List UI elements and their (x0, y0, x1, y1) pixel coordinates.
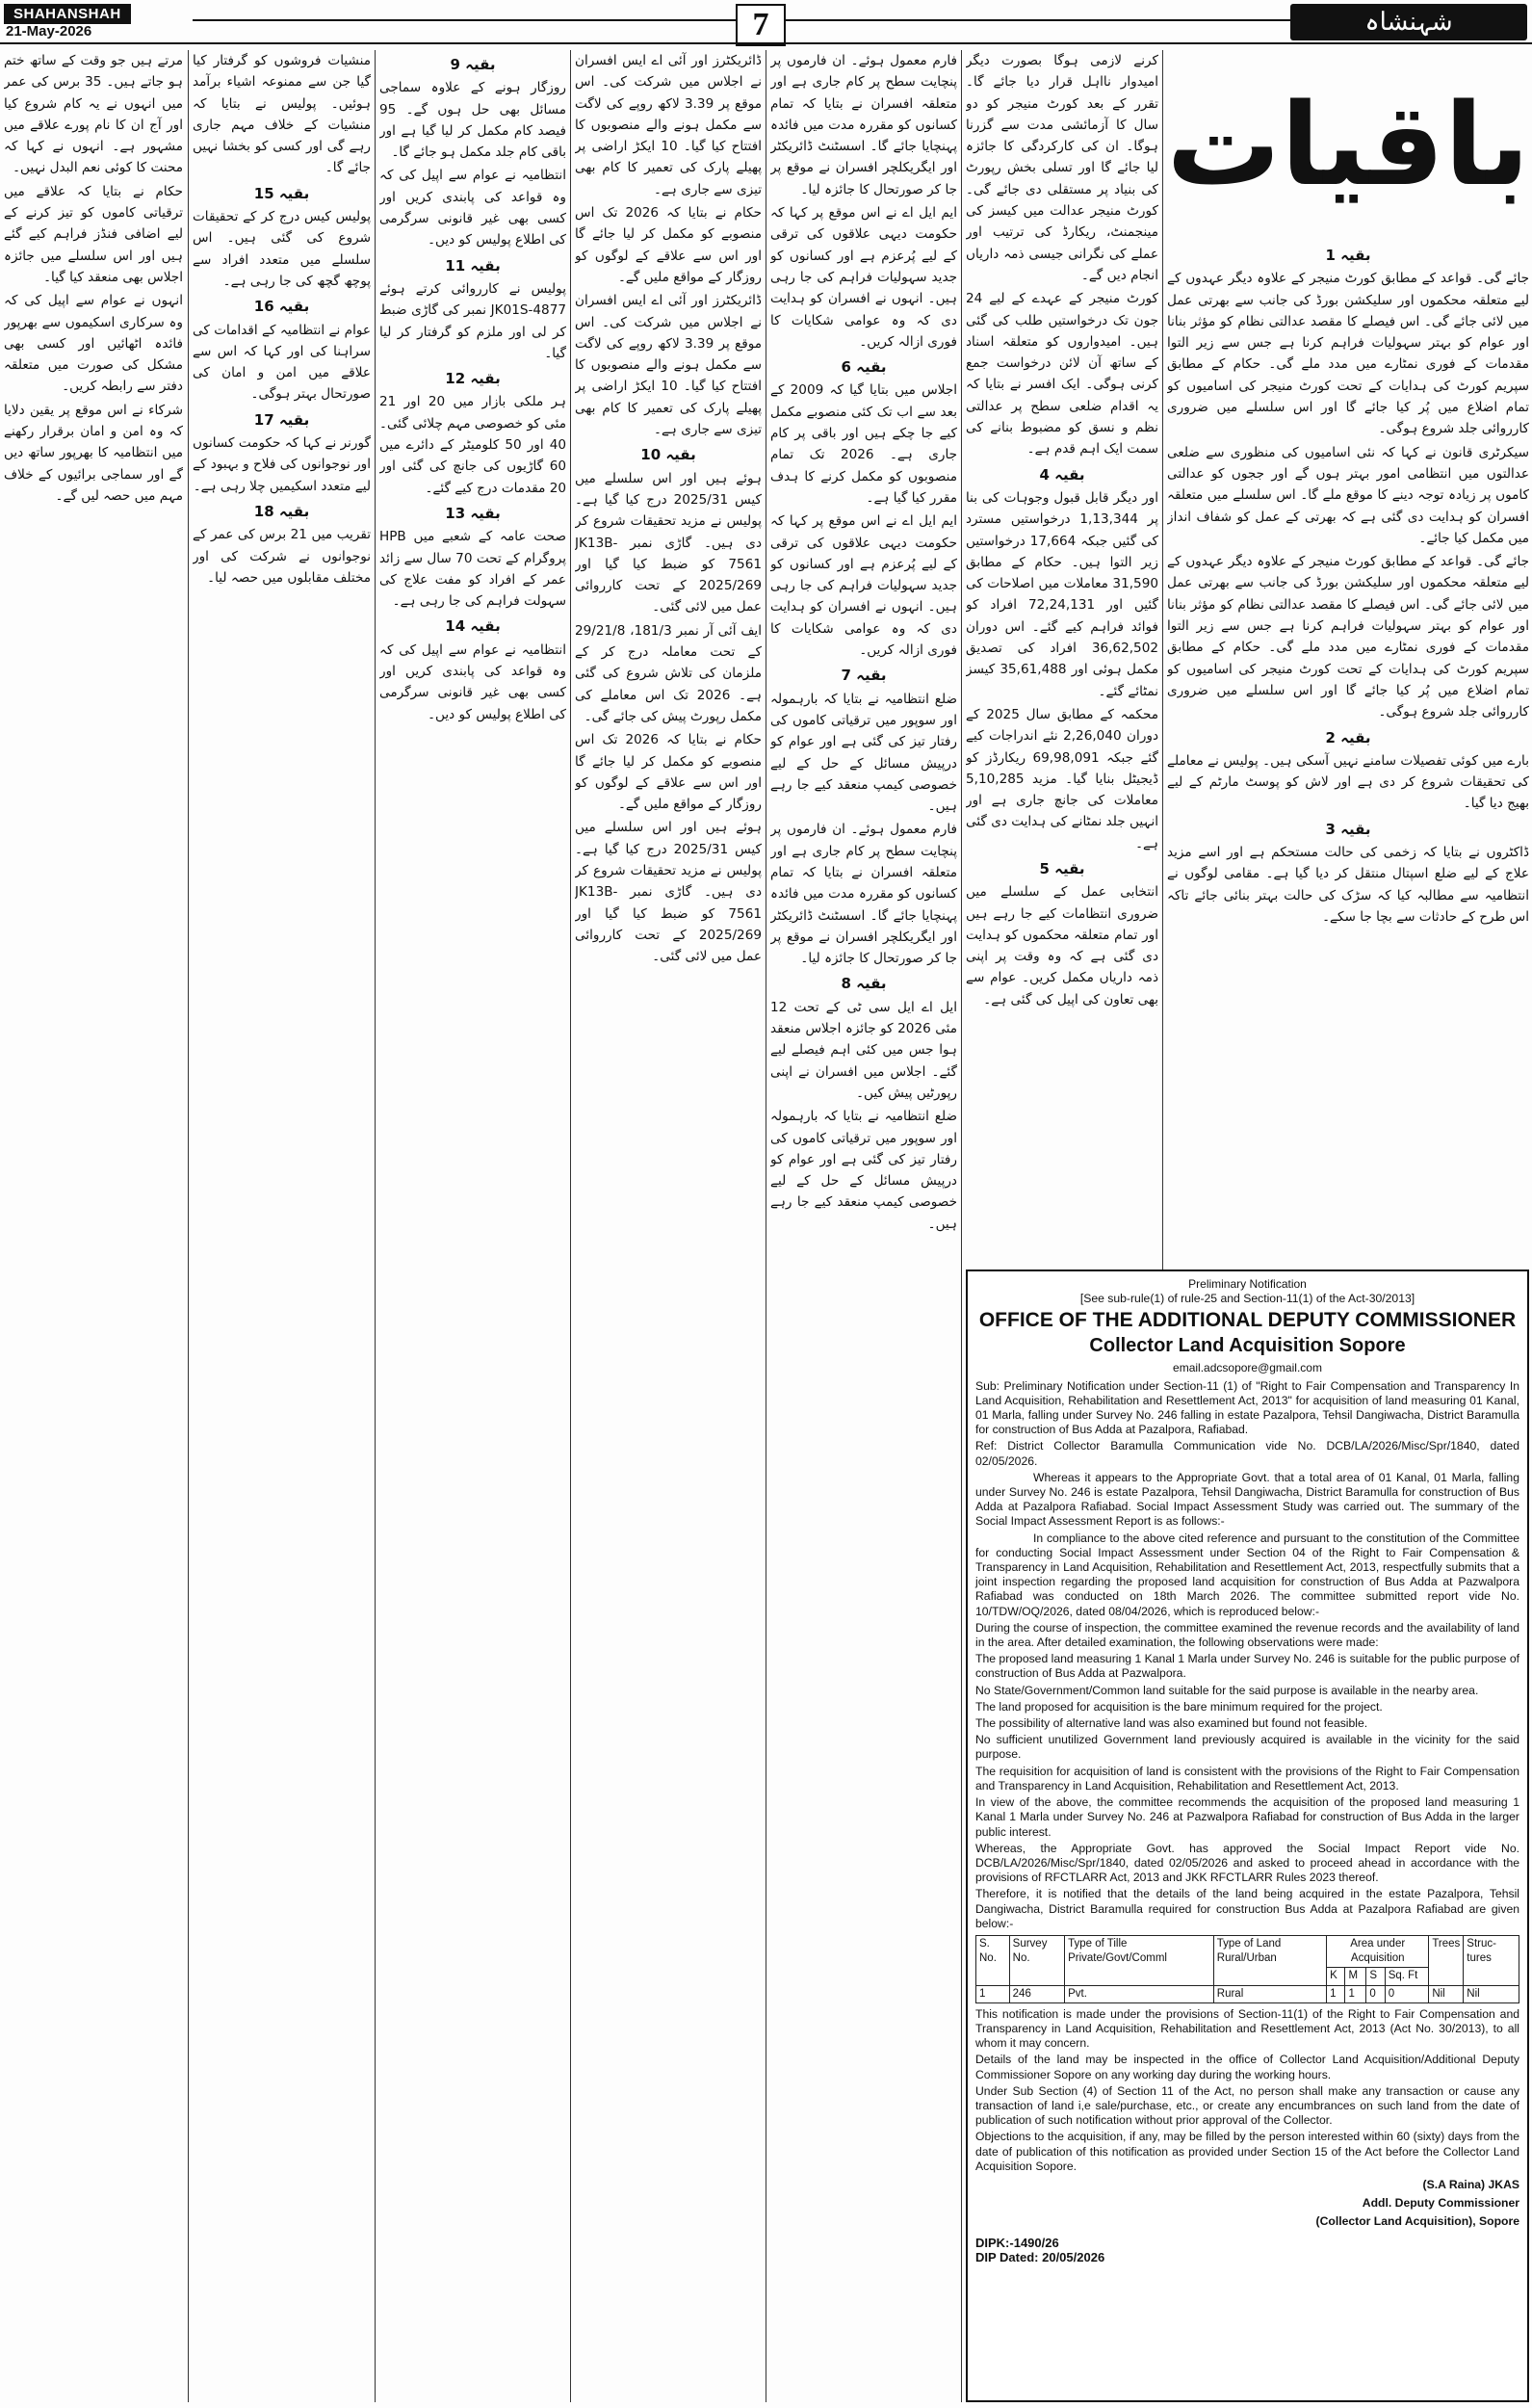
table-cell: Nil (1464, 1985, 1519, 2002)
land-details-table (975, 1935, 1519, 2003)
article-text: تقریب میں 21 برس کی عمر کے نوجوانوں نے شرکت کی اور مختلف مقابلوں میں حصہ لیا۔ (193, 527, 371, 586)
notice-paragraph: In compliance to the above cited reference and pursuant to the constitution of the Committee for conducting Social Impact Assessment under Section 04 of the Right to Fair Compensation & Transparency in Land Acquisition, Rehabilitation and Resettlement Act, 2013, respectfully submits that a joint inspection regarding the proposed land acquisition for construction of Bus Adda at Pazwalpora Rafiabad was conducted on 18th March 2026. The committee submitted report vide No. 10/TDW/OQ/2026, dated 08/04/2026, which is reproduced below:- (975, 1531, 1519, 1618)
notice-observation: The possibility of alternative land was also examined but found not feasible. (975, 1716, 1368, 1731)
continuation-heading: بقیہ 16 (253, 298, 310, 316)
article-text: ایم ایل اے نے اس موقع پر کہا کہ حکومت دیہی علاقوں کی ترقی کے لیے پُرعزم ہے اور کسانوں کو جدید سہولیات فراہم کی جا رہی ہیں۔ انہوں نے افسران کو ہدایت دی کہ وہ عوامی شکایات کا فوری ازالہ کریں۔ (770, 513, 957, 659)
article-text: سیکرٹری قانون نے کہا کہ نئی اسامیوں کی منظوری سے ضلعی عدالتوں میں انتظامی امور بہتر ہوں گے اور ججوں کو عدالتی کاموں پر زیادہ توجہ دینے کا موقع ملے گا۔ اس سلسلے میں متعلقہ افسران کو ہدایت دی گئی ہے کہ بھرتی کے عمل کو شفاف انداز میں مکمل کیا جائے۔ (1167, 444, 1529, 546)
table-subheader: K (1327, 1968, 1345, 1985)
article-text: ہوئے ہیں اور اس سلسلے میں کیس 2025/31 درج کیا گیا ہے۔ پولیس نے مزید تحقیقات شروع کر دی ہیں۔ گاڑی نمبر JK13B-7561 کو ضبط کیا گیا اور 2025/269 کے تحت کارروائی عمل میں لائی گئی۔ (575, 470, 762, 615)
continuation-heading: بقیہ 8 (841, 975, 887, 993)
table-row (976, 1985, 1519, 2002)
article-text: پولیس کیس درج کر کے تحقیقات شروع کی گئی ہیں۔ اس سلسلے میں متعدد افراد سے پوچھ گچھ کی جا رہی ہے۔ (193, 209, 371, 289)
notice-paragraph: Objections to the acquisition, if any, may be filled by the person interested within 60 (sixty) days from the date of publication of this notification as provided under Section 15 of the Act before the Collector Land Acquisition Sopore. (975, 2130, 1519, 2173)
notice-paragraph: This notification is made under the provisions of Section-11(1) of the Right to Fair Compensation and Transparency in Land Acquisition, Rehabilitation and Resettlement Act, 2013 (Act No. 30/2013), to all whom it may concern. (975, 2006, 1519, 2051)
article-text: گورنر نے کہا کہ حکومت کسانوں اور نوجوانوں کی فلاح و بہبود کے لیے متعدد اسکیمیں چلا رہی ہے۔ (193, 435, 371, 494)
publication-date: 21-May-2026 (6, 23, 92, 39)
continuation-heading: بقیہ 9 (450, 56, 496, 73)
article-text: حکام نے بتایا کہ علاقے میں ترقیاتی کاموں کو تیز کرنے کے لیے اضافی فنڈز فراہم کیے گئے ہیں اور اس سلسلے میں جائزہ اجلاس بھی منعقد کیا گیا۔ (4, 183, 183, 285)
column-divider (188, 50, 189, 2402)
table-header: Type of Tille Private/Govt/Comml (1065, 1935, 1214, 1985)
article-text: انتظامیہ نے عوام سے اپیل کی کہ وہ قواعد کی پابندی کریں اور کسی بھی غیر قانونی سرگرمی کی اطلاع پولیس کو دیں۔ (379, 641, 566, 722)
notice-observation: The proposed land measuring 1 Kanal 1 Marla under Survey No. 246 is suitable for the public purpose of construction of Bus Adda at Pazwalpora. (975, 1652, 1519, 1681)
table-cell: 0 (1385, 1985, 1429, 2002)
article-text: صحت عامہ کے شعبے میں HPB پروگرام کے تحت 70 سال سے زائد عمر کے افراد کو مفت علاج کی سہولت فراہم کی جا رہی ہے۔ (379, 529, 566, 610)
table-header: Struc- tures (1464, 1935, 1519, 1985)
continuation-heading: بقیہ 14 (445, 617, 501, 636)
table-cell: Pvt. (1065, 1985, 1214, 2002)
notice-paragraph: During the course of inspection, the committee examined the revenue records and the availability of land in the area. After detailed examination, the following observations were made: (975, 1620, 1519, 1650)
notice-observation: No State/Government/Common land suitable for the said purpose is available in the nearby area. (975, 1683, 1479, 1697)
page-number: 7 (736, 4, 786, 46)
article-text: انتظامیہ نے عوام سے اپیل کی کہ وہ قواعد کی پابندی کریں اور کسی بھی غیر قانونی سرگرمی کی اطلاع پولیس کو دیں۔ (379, 168, 566, 249)
continuation-heading: بقیہ 10 (640, 446, 696, 464)
continuation-heading: بقیہ 15 (253, 184, 310, 202)
section-masthead: باقیات (1166, 78, 1530, 211)
notice-office-title: OFFICE OF THE ADDITIONAL DEPUTY COMMISSIONER (978, 1309, 1517, 1332)
signatory-name: (S.A Raina) JKAS (1422, 2177, 1519, 2191)
table-header: Survey No. (1009, 1935, 1064, 1985)
dip-date: DIP Dated: 20/05/2026 (975, 2249, 1105, 2264)
column-divider (961, 50, 962, 2402)
notice-reference: Ref: District Collector Baramulla Communication vide No. DCB/LA/2026/Misc/Spr/1840, dated 02/05/2026. (975, 1439, 1519, 1468)
column-7 (4, 50, 183, 2402)
dipk-number: DIPK:-1490/26 (975, 2235, 1059, 2250)
article-text: جائے گی۔ قواعد کے مطابق کورٹ منیجر کے علاوہ دیگر عہدوں کے لیے متعلقہ محکموں اور سلیکشن بورڈ کی جانب سے بھرتی عمل میں لائی جائے گی۔ اس فیصلے کا مقصد عدالتی نظام کو مؤثر بنانا اور عوام کو بہتر سہولیات فراہم کرنا ہے جس سے زیر التوا مقدمات کے فوری نمٹارے میں مدد ملے گی۔ حکام کے مطابق سپریم کورٹ کی ہدایات کے تحت کورٹ منیجر کی اسامیوں کو تمام اضلاع میں پُر کیا جائے گا اور اس سلسلے میں ضروری کارروائی جلد شروع ہوگی۔ (1167, 271, 1529, 437)
column-5 (379, 50, 566, 2402)
continuation-heading: بقیہ 17 (253, 410, 310, 429)
article-text: مرتے ہیں جو وقت کے ساتھ ختم ہو جاتے ہیں۔ 35 برس کی عمر میں انہوں نے یہ کام شروع کیا اور آج ان کا نام پورے علاقے میں مشہور ہے۔ انہوں نے کہا کہ محنت کا کوئی نعم البدل نہیں۔ (4, 53, 183, 176)
article-text: ڈائریکٹرز اور آئی اے ایس افسران نے اجلاس میں شرکت کی۔ اس موقع پر 3.39 لاکھ روپے کی لاگت سے مکمل ہونے والے منصوبوں کا افتتاح کیا گیا۔ 10 ایکڑ اراضی پر پھیلے پارک کی تعمیر کا کام بھی تیزی سے جاری ہے۔ (575, 53, 762, 197)
table-cell: 246 (1009, 1985, 1064, 2002)
article-text: منشیات فروشوں کو گرفتار کیا گیا جن سے ممنوعہ اشیاء برآمد ہوئیں۔ پولیس نے بتایا کہ منشیات کے خلاف مہم جاری رہے گی اور کسی کو بخشا نہیں جائے گا۔ (193, 53, 371, 176)
article-text: ضلع انتظامیہ نے بتایا کہ بارہمولہ اور سوپور میں ترقیاتی کاموں کی رفتار تیز کی گئی ہے اور عوام کو درپیش مسائل کے حل کے لیے خصوصی کیمپ منعقد کیے جا رہے ہیں۔ (770, 691, 957, 815)
continuation-heading: بقیہ 18 (253, 502, 310, 520)
article-text: ایف آئی آر نمبر 181/3، 29/21/8 کے تحت معاملہ درج کر کے ملزمان کی تلاش شروع کی گئی ہے۔ 2026 تک اس معاملے کی مکمل رپورٹ پیش کی جائے گی۔ (575, 622, 762, 724)
article-text: ڈائریکٹرز اور آئی اے ایس افسران نے اجلاس میں شرکت کی۔ اس موقع پر 3.39 لاکھ روپے کی لاگت سے مکمل ہونے والے منصوبوں کا افتتاح کیا گیا۔ 10 ایکڑ اراضی پر پھیلے پارک کی تعمیر کا کام بھی تیزی سے جاری ہے۔ (575, 293, 762, 438)
article-text: ہوئے ہیں اور اس سلسلے میں کیس 2025/31 درج کیا گیا ہے۔ پولیس نے مزید تحقیقات شروع کر دی ہیں۔ گاڑی نمبر JK13B-7561 کو ضبط کیا گیا اور 2025/269 کے تحت کارروائی عمل میں لائی گئی۔ (575, 820, 762, 965)
table-cell: Nil (1429, 1985, 1464, 2002)
article-text: پولیس نے کارروائی کرتے ہوئے JK01S-4877 نمبر کی گاڑی ضبط کر لی اور ملزم کو گرفتار کر لیا گیا۔ (379, 280, 566, 361)
land-acquisition-notice (966, 1269, 1529, 2402)
article-text: انتخابی عمل کے سلسلے میں ضروری انتظامات کیے جا رہے ہیں اور تمام متعلقہ محکموں کو ہدایت دی گئی ہے کہ وہ وقت پر اپنی ذمہ داریاں مکمل کریں۔ عوام سے بھی تعاون کی اپیل کی گئی ہے۔ (966, 884, 1158, 1008)
article-text: کرنے لازمی ہوگا بصورت دیگر امیدوار نااہل قرار دیا جائے گا۔ تقرر کے بعد کورٹ منیجر کو دو سال کا آزمائشی مدت سے گزرنا ہوگا۔ ان کی کارکردگی کا جائزہ لیا جائے گا اور تسلی بخش رپورٹ کی بنیاد پر مستقلی دی جائے گی۔ کورٹ منیجر عدالت میں کیسز کی مینجمنٹ، ریکارڈ کی ترتیب اور عملے کی نگرانی جیسی ذمہ داریاں انجام دیں گے۔ (966, 53, 1158, 283)
header-bottom-rule (0, 42, 1532, 44)
table-header: Trees (1429, 1935, 1464, 1985)
column-6 (193, 50, 371, 2402)
continuation-heading: بقیہ 4 (1039, 465, 1085, 484)
publication-name: SHAHANSHAH (4, 4, 131, 24)
continuation-heading: بقیہ 6 (841, 358, 887, 377)
notice-paragraph: Therefore, it is notified that the details of the land being acquired in the estate Pazalpora, Tehsil Dangiwacha, District Baramulla required for construction Bus Adda at Pazalpora Rafiabad are given below:- (975, 1887, 1519, 1930)
table-cell: 0 (1366, 1985, 1385, 2002)
article-text: عوام نے انتظامیہ کے اقدامات کی سراہنا کی اور کہا کہ اس سے علاقے میں امن و امان کی صورتحال بہتر ہوگی۔ (193, 322, 371, 403)
notice-email: email.adcsopore@gmail.com (1173, 1361, 1322, 1375)
continuation-heading: بقیہ 13 (445, 504, 501, 522)
notice-paragraph: Under Sub Section (4) of Section 11 of the Act, no person shall make any transaction or cause any transaction of land i,e sale/purchase, etc., or create any encumbrances on such land from the date of publication of such notification without prior approval of the Collector. (975, 2083, 1519, 2128)
table-header: Area under Acquisition (1327, 1935, 1429, 1967)
notice-paragraph: Whereas, the Appropriate Govt. has approved the Social Impact Report vide No. DCB/LA/2026/Misc/Spr/1840, dated 02/05/2026 and asked to proceed ahead in accordance with the provisions of RFCTLARR Act, 2013 and JKK RFCTLARR Rules 2023 thereof. (975, 1841, 1519, 1885)
column-divider (570, 50, 571, 2402)
article-text: انہوں نے عوام سے اپیل کی کہ وہ سرکاری اسکیموں سے بھرپور فائدہ اٹھائیں اور کسی بھی مشکل کی صورت میں متعلقہ دفتر سے رابطہ کریں۔ (4, 293, 183, 395)
article-text: اجلاس میں بتایا گیا کہ 2009 کے بعد سے اب تک کئی منصوبے مکمل کیے جا چکے ہیں اور باقی پر کام جاری ہے۔ 2026 تک تمام منصوبوں کو مکمل کرنے کا ہدف مقرر کیا گیا ہے۔ (770, 382, 957, 506)
notice-subject: Sub: Preliminary Notification under Section-11 (1) of "Right to Fair Compensation and Transparency In Land Acquisition, Rehabilitation and Resettlement Act, 2013" for acquisition of land measuring 01 Kanal, 01 Marla, falling under Survey No. 246 falling in estate Pazalpora, Tehsil Dangiwacha, District Baramulla for construction of Bus Adda at Pazalpora, Rafiabad. (975, 1378, 1519, 1437)
continuation-heading: بقیہ 3 (1325, 820, 1371, 838)
article-text: فارم معمول ہوئے۔ ان فارموں پر پنچایت سطح پر کام جاری ہے اور متعلقہ افسران نے بتایا کہ تمام کسانوں کو مقررہ مدت میں فائدہ پہنچایا جائے گا۔ اسسٹنٹ ڈائریکٹر اور ایگریکلچر افسران نے موقع پر جا کر صورتحال کا جائزہ لیا۔ (770, 822, 957, 967)
article-text: روزگار ہونے کے علاوہ سماجی مسائل بھی حل ہوں گے۔ 95 فیصد کام مکمل کر لیا گیا ہے اور باقی کام جلد مکمل ہو جائے گا۔ (379, 80, 566, 161)
notice-collector-title: Collector Land Acquisition Sopore (1089, 1335, 1406, 1357)
article-text: حکام نے بتایا کہ 2026 تک اس منصوبے کو مکمل کر لیا جائے گا اور اس سے علاقے کے لوگوں کو روزگار کے مواقع ملیں گے۔ (575, 205, 762, 285)
signatory-designation: Addl. Deputy Commissioner (1362, 2196, 1519, 2211)
continuation-heading: بقیہ 7 (841, 667, 887, 685)
article-text: بارے میں کوئی تفصیلات سامنے نہیں آسکی ہیں۔ پولیس نے معاملے کی تحقیقات شروع کر دی ہے اور لاش کو پوسٹ مارٹم کے لیے بھیج دیا گیا۔ (1167, 752, 1529, 812)
newspaper-logo: شہنشاہ (1290, 4, 1527, 40)
article-text: ایل اے ایل سی ٹی کے تحت 12 مئی 2026 کو جائزہ اجلاس منعقد ہوا جس میں کئی اہم فیصلے لیے گئے۔ اجلاس میں افسران نے اپنی رپورٹیں پیش کیں۔ (770, 999, 957, 1101)
article-text: اور دیگر قابل قبول وجوہات کی بنا پر 1,13,344 درخواستیں مسترد کی گئیں جبکہ 17,664 درخواستیں زیر التوا ہیں۔ حکام کے مطابق 31,590 معاملات میں اصلاحات کی گئیں اور 72,24,131 افراد کو فوائد فراہم کیے گئے۔ اس دوران 36,62,502 افراد کی تصدیق مکمل ہوئی اور 35,61,488 کیسز نمٹائے گئے۔ (966, 489, 1158, 699)
notice-rule-reference: [See sub-rule(1) of rule-25 and Section-11(1) of the Act-30/2013] (1079, 1292, 1415, 1306)
article-text: ڈاکٹروں نے بتایا کہ زخمی کی حالت مستحکم ہے اور اسے مزید علاج کے لیے ضلع اسپتال منتقل کر دیا گیا ہے۔ مقامی لوگوں نے انتظامیہ سے مطالبہ کیا کہ سڑک کی حالت بہتر بنائی جائے تاکہ اس طرح کے حادثات سے بچا جا سکے۔ (1167, 845, 1529, 925)
continuation-heading: بقیہ 1 (1325, 247, 1371, 264)
article-text: کورٹ منیجر کے عہدے کے لیے 24 جون تک درخواستیں طلب کی گئی ہیں۔ امیدواروں کو متعلقہ اسناد کے ساتھ آن لائن درخواست جمع کرنی ہوگی۔ ایک افسر نے بتایا کہ یہ اقدام ضلعی سطح پر عدالتی نظم و نسق کو مضبوط بنانے کی سمت ایک اہم قدم ہے۔ (966, 291, 1158, 458)
article-text: ضلع انتظامیہ نے بتایا کہ بارہمولہ اور سوپور میں ترقیاتی کاموں کی رفتار تیز کی گئی ہے اور عوام کو درپیش مسائل کے حل کے لیے خصوصی کیمپ منعقد کیے جا رہے ہیں۔ (770, 1109, 957, 1232)
column-divider (375, 50, 376, 2402)
signatory-office: (Collector Land Acquisition), Sopore (1315, 2214, 1519, 2229)
table-cell: 1 (976, 1985, 1010, 2002)
article-text: محکمہ کے مطابق سال 2025 کے دوران 2,26,040 نئے اندراجات کیے گئے جبکہ 69,98,091 ریکارڈز کو ڈیجیٹل بنایا گیا۔ مزید 5,10,285 معاملات کی جانچ جاری ہے اور انہیں جلد نمٹانے کی ہدایت دی گئی ہے۔ (966, 706, 1158, 851)
continuation-heading: بقیہ 5 (1039, 859, 1085, 877)
table-subheader: S (1366, 1968, 1385, 1985)
continuation-heading: بقیہ 12 (445, 370, 501, 388)
article-text: شرکاء نے اس موقع پر یقین دلایا کہ وہ امن و امان برقرار رکھنے میں انتظامیہ کا بھرپور ساتھ دیں گے اور سماجی برائیوں کے خلاف مہم میں حصہ لیں گے۔ (4, 402, 183, 504)
table-header: S. No. (976, 1935, 1010, 1985)
column-4 (575, 50, 762, 2402)
article-text: فارم معمول ہوئے۔ ان فارموں پر پنچایت سطح پر کام جاری ہے اور متعلقہ افسران نے بتایا کہ تمام کسانوں کو مقررہ مدت میں فائدہ پہنچایا جائے گا۔ اسسٹنٹ ڈائریکٹر اور ایگریکلچر افسران نے موقع پر جا کر صورتحال کا جائزہ لیا۔ (770, 53, 957, 197)
notice-observation: The land proposed for acquisition is the bare minimum required for the project. (975, 1699, 1383, 1714)
continuation-heading: بقیہ 11 (445, 256, 501, 275)
column-2 (966, 50, 1158, 1264)
column-3 (770, 50, 957, 2402)
notice-observation: No sufficient unutilized Government land previously acquired is available in the vicinity for the said purpose. (975, 1733, 1519, 1762)
table-subheader: M (1345, 1968, 1366, 1985)
table-subheader: Sq. Ft (1385, 1968, 1429, 1985)
page-header (0, 0, 1532, 44)
continuation-heading: بقیہ 2 (1325, 728, 1371, 746)
table-cell: Rural (1213, 1985, 1326, 2002)
notice-preliminary-label: Preliminary Notification (1188, 1277, 1307, 1291)
table-cell: 1 (1327, 1985, 1345, 2002)
article-text: جائے گی۔ قواعد کے مطابق کورٹ منیجر کے علاوہ دیگر عہدوں کے لیے متعلقہ محکموں اور سلیکشن بورڈ کی جانب سے بھرتی عمل میں لائی جائے گی۔ اس فیصلے کا مقصد عدالتی نظام کو مؤثر بنانا اور عوام کو بہتر سہولیات فراہم کرنا ہے جس سے زیر التوا مقدمات کے فوری نمٹارے میں مدد ملے گی۔ حکام کے مطابق سپریم کورٹ کی ہدایات کے تحت کورٹ منیجر کی اسامیوں کو تمام اضلاع میں پُر کیا جائے گا اور اس سلسلے میں ضروری کارروائی جلد شروع ہوگی۔ (1167, 554, 1529, 720)
notice-paragraph: Whereas it appears to the Appropriate Govt. that a total area of 01 Kanal, 01 Marla, falling under Survey No. 246 is estate Pazalpora, Tehsil Dangiwacha, District Baramulla for construction of Bus Adda at Pazalpora Rafiabad. Social Impact Assessment Study was carried out. The summary of the Social Impact Assessment Report is as follows:- (975, 1470, 1519, 1529)
article-text: ایم ایل اے نے اس موقع پر کہا کہ حکومت دیہی علاقوں کی ترقی کے لیے پُرعزم ہے اور کسانوں کو جدید سہولیات فراہم کی جا رہی ہیں۔ انہوں نے افسران کو ہدایت دی کہ وہ عوامی شکایات کا فوری ازالہ کریں۔ (770, 205, 957, 350)
table-cell: 1 (1345, 1985, 1366, 2002)
notice-observation: The requisition for acquisition of land is consistent with the provisions of the Right to Fair Compensation and Transparency in Land Acquisition, Rehabilitation and Resettlement Act, 2013. (975, 1764, 1519, 1793)
table-header-row (976, 1935, 1519, 1967)
table-header: Type of Land Rural/Urban (1213, 1935, 1326, 1985)
article-text: ہر ملکی بازار میں 20 اور 21 مئی کو خصوصی مہم چلائی گئی۔ 40 اور 50 کلومیٹر کے دائرے میں 60 گاڑیوں کی جانچ کی گئی اور 20 مقدمات درج کیے گئے۔ (379, 394, 566, 496)
notice-paragraph: In view of the above, the committee recommends the acquisition of the proposed land measuring 1 Kanal 1 Marla under Survey No. 246 at Pazwalpora Rafiabad for construction of Bus Adda in the larger public interest. (975, 1795, 1519, 1839)
article-text: حکام نے بتایا کہ 2026 تک اس منصوبے کو مکمل کر لیا جائے گا اور اس سے علاقے کے لوگوں کو روزگار کے مواقع ملیں گے۔ (575, 732, 762, 813)
notice-paragraph: Details of the land may be inspected in the office of Collector Land Acquisition/Additional Deputy Commissioner Sopore on any working day during the working hours. (975, 2053, 1519, 2081)
